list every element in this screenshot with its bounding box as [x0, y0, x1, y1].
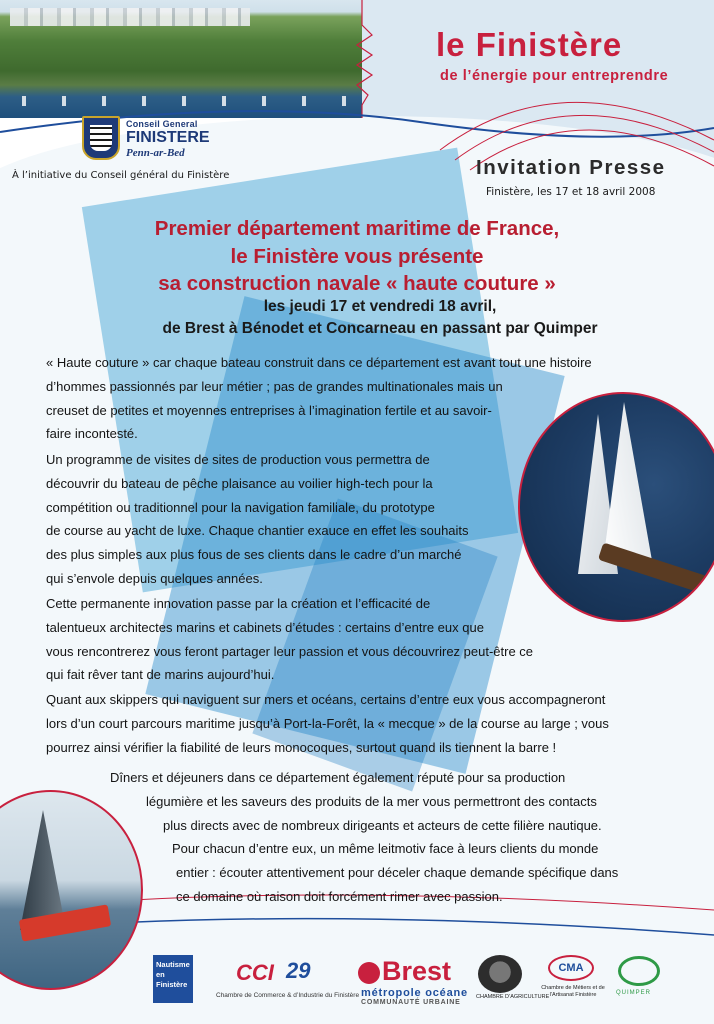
text-line: « Haute couture » car chaque bateau construit dans ce département est avant tout une histoire: [46, 355, 592, 370]
nautisme-line: Nautisme: [156, 960, 190, 969]
logo-line1: Conseil General: [126, 119, 198, 129]
brest-mark-icon: [358, 962, 380, 984]
chambre-agriculture-logo: [478, 955, 522, 993]
brest-logo-line3: COMMUNAUTÉ URBAINE: [361, 999, 461, 1006]
text-line: entier : écouter attentivement pour déceler chaque demande spécifique dans: [176, 865, 619, 881]
subheadline-line: les jeudi 17 et vendredi 18 avril,: [263, 298, 497, 315]
subheadline-line: de Brest à Bénodet et Concarneau en passant par Quimper: [162, 320, 598, 337]
cma-caption: Chambre de Métiers et de l’Artisanat Finistère: [541, 985, 605, 998]
text-line: légumière et les saveurs des produits de la mer vous permettront des contacts: [146, 793, 597, 809]
cci-caption: Chambre de Commerce & d’Industrie du Finistère: [216, 992, 360, 999]
quimper-caption: QUIMPER: [616, 990, 652, 996]
text-line: creuset de petites et moyennes entreprises à l’imagination fertile et au savoir-: [46, 402, 492, 418]
text-line: compétition ou traditionnel pour la navigation familiale, du prototype: [46, 499, 435, 515]
invitation-date: Finistère, les 17 et 18 avril 2008: [486, 186, 656, 198]
text-line: de course au yacht de luxe. Chaque chantier exauce en effet les souhaits: [46, 523, 469, 539]
initiative-text: À l’initiative du Conseil général du Finistère: [12, 170, 230, 181]
text-line: d’hommes passionnés par leur métier ; pas de grandes multinationales mais un: [46, 378, 503, 394]
invitation-title: Invitation Presse: [476, 156, 666, 179]
paragraph: [46, 688, 668, 759]
headline-line: le Finistère vous présente: [230, 245, 484, 268]
logo-line3: Penn-ar-Bed: [126, 147, 185, 159]
cma-logo: CMA: [548, 955, 594, 981]
text-line: pourrez ainsi vérifier la fiabilité de leurs monocoques, surtout quand ils tiennent la barre !: [46, 739, 557, 755]
paragraph: [0, 766, 668, 909]
text-line: vous rencontrerez vous feront partager leur passion et vous découvrirez peut-être ce: [46, 643, 534, 659]
logo-line2: FINISTERE: [126, 129, 210, 146]
nautisme-line: en: [156, 970, 165, 979]
nautisme-line: Finistère: [156, 980, 188, 989]
text-line: Quant aux skippers qui naviguent sur mers et océans, certains d’entre eux vous accompagneront: [46, 692, 606, 707]
quimper-logo: [618, 956, 660, 986]
nautisme-logo: [153, 955, 193, 1003]
conseil-general-logo: [82, 116, 210, 164]
headline-line: Premier département maritime de France,: [154, 217, 560, 240]
text-line: ce domaine où raison doit forcément rimer avec passion.: [176, 888, 503, 904]
text-line: qui s’envole depuis quelques années.: [46, 570, 263, 586]
text-line: Un programme de visites de sites de production vous permettra de: [46, 452, 430, 467]
brand-subtitle: de l’énergie pour entreprendre: [440, 68, 669, 84]
text-line: talentueux architectes marins et cabinets d’études : certains d’entre eux que: [46, 619, 484, 635]
text-line: Dîners et déjeuners dans ce département également réputé pour sa production: [110, 770, 566, 785]
text-line: faire incontesté.: [46, 426, 138, 442]
text-line: plus directs avec de nombreux dirigeants et acteurs de cette filière nautique.: [163, 817, 602, 833]
text-line: des plus simples aux plus fous de ses clients dans le cadre d’un marché: [46, 547, 462, 563]
paragraph: [46, 351, 668, 446]
text-line: qui fait rêver tant de marins aujourd’hui.: [46, 667, 275, 683]
cci-number: 29: [286, 958, 311, 983]
brest-logo-line2: métropole océane: [361, 987, 468, 999]
text-line: Pour chacun d’entre eux, un même leitmotiv face à leurs clients du monde: [172, 841, 599, 857]
text-line: découvrir du bateau de pêche plaisance au voilier high-tech pour la: [46, 475, 433, 491]
chambre-agriculture-caption: CHAMBRE D’AGRICULTURE: [476, 994, 550, 1000]
text-line: lors d’un court parcours maritime jusqu’à Port-la-Forêt, la « mecque » de la course au large ; vous: [46, 715, 609, 731]
headline-line: sa construction navale « haute couture »: [158, 272, 556, 295]
shield-icon: [82, 116, 120, 160]
paragraph: [46, 448, 509, 591]
cci-logo: CCI: [236, 960, 274, 985]
text-line: Cette permanente innovation passe par la création et l’efficacité de: [46, 596, 431, 611]
paragraph: [46, 592, 608, 687]
brest-logo: Brest: [382, 956, 452, 986]
brand-title: le Finistère: [436, 26, 623, 63]
